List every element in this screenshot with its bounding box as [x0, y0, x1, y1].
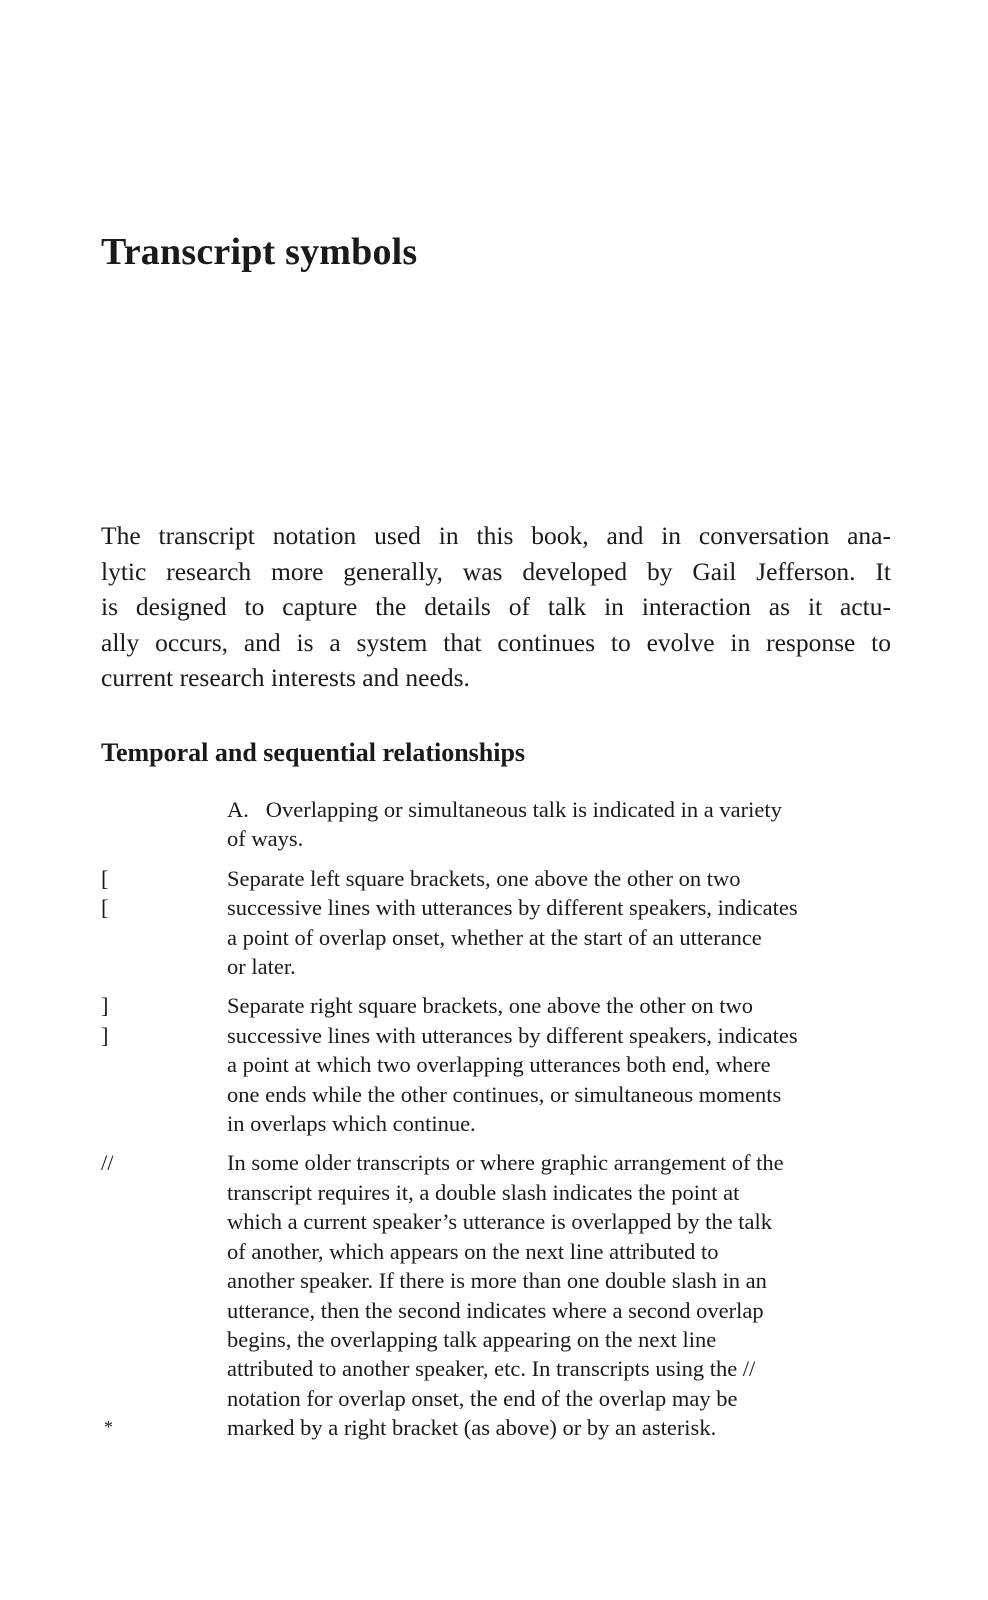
entry-line: Separate left square brackets, one above the other on two	[227, 865, 741, 891]
entry-description	[227, 795, 882, 854]
right-bracket-symbol: ]	[101, 993, 109, 1019]
intro-paragraph	[101, 518, 891, 696]
intro-line: The transcript notation used in this book, and in conversation ana-	[101, 521, 891, 550]
symbol-entry-right-bracket	[101, 991, 891, 1138]
entry-line: begins, the overlapping talk appearing on the next line	[227, 1326, 717, 1352]
symbol-column	[101, 864, 141, 923]
entry-line: Separate right square brackets, one above the other on two	[227, 993, 754, 1019]
entry-line: transcript requires it, a double slash indicates the point at	[227, 1179, 740, 1205]
asterisk-symbol: *	[104, 1417, 113, 1438]
symbol-list	[101, 795, 891, 1453]
entry-line: attributed to another speaker, etc. In transcripts using the //	[227, 1356, 756, 1382]
intro-line: is designed to capture the details of talk in interaction as it actu-	[101, 592, 891, 622]
symbol-entry-double-slash	[101, 1148, 891, 1442]
left-bracket-symbol: [	[101, 895, 109, 921]
symbol-column	[101, 1148, 141, 1438]
entry-line: of another, which appears on the next line attributed to	[227, 1238, 719, 1264]
entry-line: notation for overlap onset, the end of the overlap may be	[227, 1385, 738, 1411]
entry-line: a point of overlap onset, whether at the start of an utterance	[227, 924, 762, 950]
page-title: Transcript symbols	[101, 231, 418, 273]
entry-line: which a current speaker’s utterance is overlapped by the talk	[227, 1209, 772, 1235]
entry-line: marked by a right bracket (as above) or by an asterisk.	[227, 1415, 717, 1441]
symbol-column	[101, 991, 141, 1050]
double-slash-symbol: //	[101, 1150, 114, 1176]
entry-line: In some older transcripts or where graphic arrangement of the	[227, 1150, 784, 1176]
entry-line: of ways.	[227, 826, 304, 852]
entry-line: A. Overlapping or simultaneous talk is indicated in a variety	[227, 797, 782, 822]
entry-line: another speaker. If there is more than one double slash in an	[227, 1268, 767, 1294]
entry-line: successive lines with utterances by different speakers, indicates	[227, 1022, 798, 1048]
entry-line: utterance, then the second indicates where a second overlap	[227, 1297, 764, 1323]
entry-line: one ends while the other continues, or simultaneous moments	[227, 1081, 782, 1107]
intro-line: lytic research more generally, was developed by Gail Jefferson. It	[101, 556, 891, 586]
entry-line: a point at which two overlapping utterances both end, where	[227, 1052, 771, 1078]
entry-line: or later.	[227, 954, 296, 980]
symbol-entry-a	[101, 795, 891, 854]
section-heading: Temporal and sequential relationships	[101, 738, 526, 767]
entry-line: successive lines with utterances by different speakers, indicates	[227, 895, 798, 921]
entry-description	[227, 864, 882, 982]
intro-line: ally occurs, and is a system that continues to evolve in response to	[101, 627, 891, 657]
entry-description	[227, 991, 882, 1138]
right-bracket-symbol: ]	[101, 1022, 109, 1048]
left-bracket-symbol: [	[101, 865, 109, 891]
entry-line: in overlaps which continue.	[227, 1111, 476, 1137]
entry-description	[227, 1148, 882, 1442]
intro-line: current research interests and needs.	[101, 663, 470, 693]
symbol-entry-left-bracket	[101, 864, 891, 982]
